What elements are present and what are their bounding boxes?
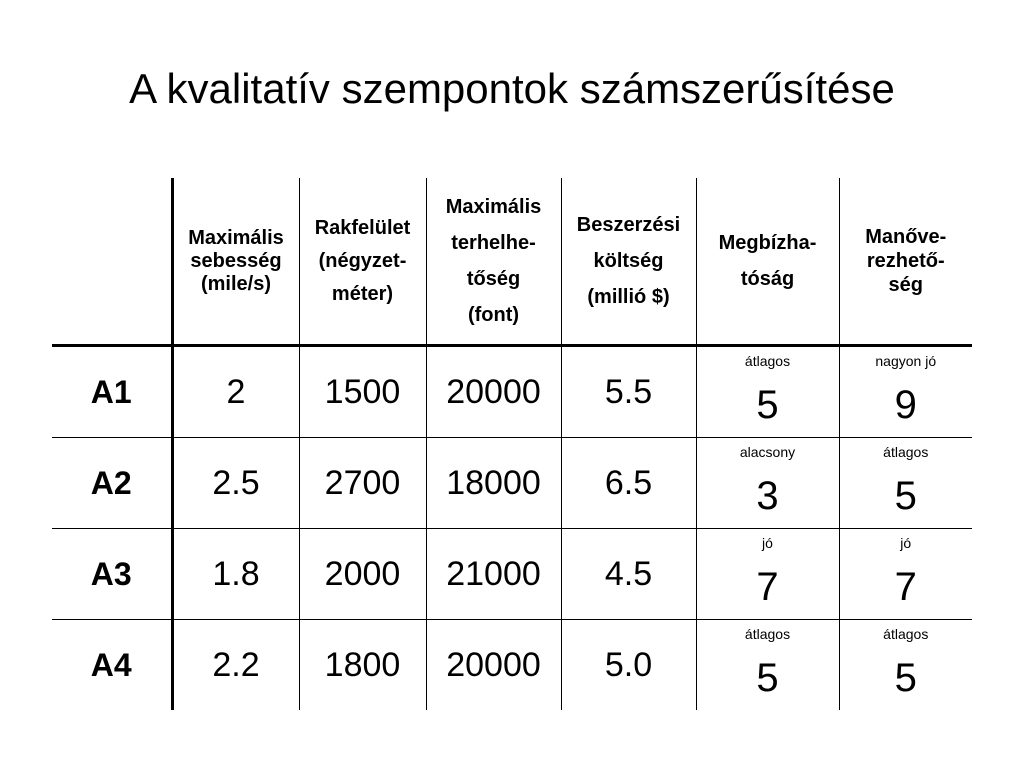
table-row bbox=[52, 346, 972, 438]
maneuverability-cell bbox=[839, 346, 972, 438]
criteria-table bbox=[52, 178, 972, 710]
cost-cell: 5.0 bbox=[561, 620, 696, 711]
rating-score: 3 bbox=[756, 474, 779, 518]
speed-cell: 2 bbox=[172, 346, 299, 438]
row-header: A2 bbox=[52, 438, 172, 529]
load-cell: 18000 bbox=[426, 438, 561, 529]
header-row bbox=[52, 178, 972, 346]
cost-cell: 6.5 bbox=[561, 438, 696, 529]
rating-score: 7 bbox=[894, 565, 917, 609]
rating-label: alacsony bbox=[739, 444, 796, 460]
maneuverability-cell bbox=[839, 438, 972, 529]
row-header: A1 bbox=[52, 346, 172, 438]
rating-label: jó bbox=[762, 535, 773, 551]
maneuverability-cell bbox=[839, 529, 972, 620]
rating-label: átlagos bbox=[744, 353, 791, 369]
reliability-cell bbox=[696, 620, 839, 711]
column-header-purchase-cost: Beszerzési költség (millió $) bbox=[561, 178, 696, 346]
rating-label: nagyon jó bbox=[875, 353, 937, 369]
area-cell: 1800 bbox=[299, 620, 426, 711]
rating-score: 7 bbox=[756, 565, 779, 609]
rating-score: 5 bbox=[894, 656, 917, 700]
speed-cell: 2.5 bbox=[172, 438, 299, 529]
area-cell: 2700 bbox=[299, 438, 426, 529]
row-header: A3 bbox=[52, 529, 172, 620]
rating-score: 5 bbox=[756, 383, 779, 427]
rating-label: jó bbox=[900, 535, 912, 551]
reliability-cell bbox=[696, 529, 839, 620]
speed-cell: 1.8 bbox=[172, 529, 299, 620]
maneuverability-cell bbox=[839, 620, 972, 711]
area-cell: 2000 bbox=[299, 529, 426, 620]
column-header-max-speed: Maximális sebesség (mile/s) bbox=[172, 178, 299, 346]
rating-score: 9 bbox=[894, 383, 917, 427]
column-header-reliability: Megbízha- tóság bbox=[696, 178, 839, 346]
load-cell: 20000 bbox=[426, 346, 561, 438]
column-header-cargo-area: Rakfelület (négyzet- méter) bbox=[299, 178, 426, 346]
rating-score: 5 bbox=[894, 474, 917, 518]
table-row bbox=[52, 620, 972, 711]
load-cell: 21000 bbox=[426, 529, 561, 620]
reliability-cell bbox=[696, 438, 839, 529]
rating-label: átlagos bbox=[883, 626, 929, 642]
table-row bbox=[52, 529, 972, 620]
row-header: A4 bbox=[52, 620, 172, 711]
area-cell: 1500 bbox=[299, 346, 426, 438]
slide-title: A kvalitatív szempontok számszerűsítése bbox=[129, 65, 895, 112]
column-header-max-load: Maximális terhelhe- tőség (font) bbox=[426, 178, 561, 346]
rating-score: 5 bbox=[756, 656, 779, 700]
cost-cell: 5.5 bbox=[561, 346, 696, 438]
cost-cell: 4.5 bbox=[561, 529, 696, 620]
criteria-table-container bbox=[52, 178, 972, 710]
table-row bbox=[52, 438, 972, 529]
load-cell: 20000 bbox=[426, 620, 561, 711]
rating-label: átlagos bbox=[744, 626, 791, 642]
corner-cell bbox=[52, 178, 172, 346]
reliability-cell bbox=[696, 346, 839, 438]
speed-cell: 2.2 bbox=[172, 620, 299, 711]
column-header-maneuverability: Manőve- rezhető- ség bbox=[839, 178, 972, 346]
rating-label: átlagos bbox=[883, 444, 929, 460]
